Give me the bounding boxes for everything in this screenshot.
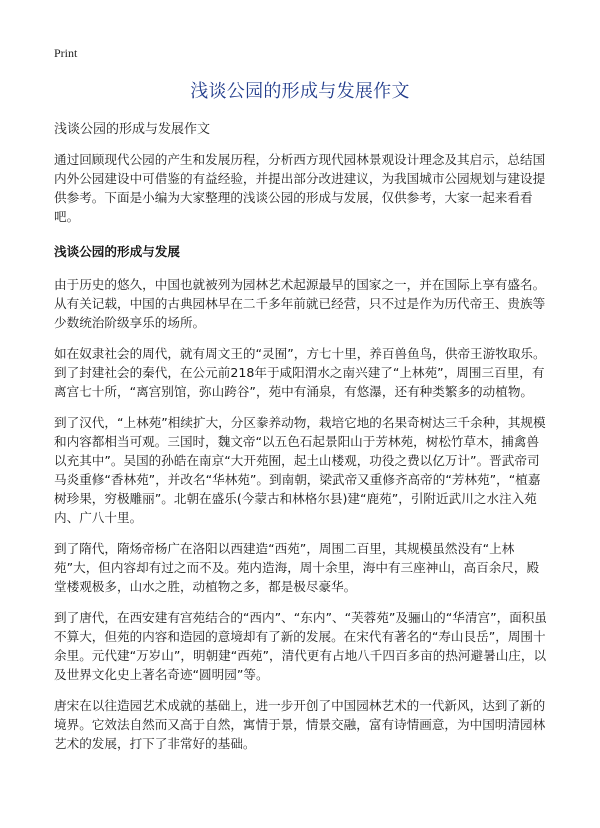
article-body bbox=[54, 150, 548, 765]
body-paragraph-1: 由于历史的悠久，中国也就被列为园林艺术起源最早的国家之一，并在国际上享有盛名。从有关记载，中国的古典园林早在二千多年前就已经营，只不过是作为历代帝王、贵族等少数统治阶级享乐的场所。 bbox=[54, 277, 546, 330]
section-heading: 浅谈公园的形成与发展 bbox=[54, 244, 180, 259]
print-link[interactable]: Print bbox=[54, 46, 78, 60]
body-paragraph-2: 如在奴隶社会的周代，就有周文王的“灵囿”，方七十里，养百兽鱼鸟，供帝王游牧取乐。到了封建社会的秦代，在公元前218年于咸阳渭水之南兴建了“上林苑”，周围三百里，有离宫七十所，“离宫别馆，弥山跨谷”，苑中有涌泉，有悠瀑，还有种类繁多的动植物。 bbox=[54, 346, 546, 399]
body-paragraph-4: 到了隋代，隋炀帝杨广在洛阳以西建造“西苑”，周围二百里，其规模虽然没有“上林苑”大，但内容却有过之而不及。苑内造海，周十余里，海中有三座神山，高百余尺，殿堂楼观极多，山水之胜，动植物之多，都是极尽豪华。 bbox=[54, 541, 540, 594]
intro-paragraph: 通过回顾现代公园的产生和发展历程，分析西方现代园林景观设计理念及其启示，总结国内外公园建设中可借鉴的有益经验，并提出部分改进建议，为我国城市公园规划与建设提供参考。下面是小编为大家整理的浅谈公园的形成与发展，仅供参考，大家一起来看看吧。 bbox=[54, 152, 546, 224]
page-title: 浅谈公园的形成与发展作文 bbox=[190, 81, 410, 102]
body-paragraph-6: 唐宋在以往造园艺术成就的基础上，进一步开创了中国园林艺术的一代新风，达到了新的境界。它效法自然而又高于自然，寓情于景，情景交融，富有诗情画意，为中国明清园林艺术的发展，打下了非常好的基础。 bbox=[54, 698, 546, 751]
article-subtitle: 浅谈公园的形成与发展作文 bbox=[54, 122, 211, 137]
body-paragraph-5: 到了唐代，在西安建有宫苑结合的“西内”、“东内”、“芙蓉苑”及骊山的“华清宫”，面积虽不算大，但苑的内容和造园的意境却有了新的发展。在宋代有著名的“寿山艮岳”，周围十余里。元代建“万岁山”，明朝建“西苑”，清代更有占地八千四百多亩的热河避暑山庄，以及世界文化史上著名奇迹“圆明园”等。 bbox=[54, 610, 547, 682]
body-paragraph-3: 到了汉代，“上林苑”相续扩大，分区豢养动物，栽培它地的名果奇树达三千余种，其规模和内容都相当可观。三国时，魏文帝“以五色石起景阳山于芳林苑，树松竹草木，捕禽兽以充其中”。吴国的孙皓在南京“大开苑囿，起土山楼观，功役之费以亿万计”。晋武帝司马炎重修“香林苑”，并改名“华林苑”。到南朝，梁武帝又重修齐高帝的“芳林苑”，“植嘉树珍果，穷极雕丽”。北朝在盛乐(今蒙古和林格尔县)建“鹿苑”，引附近武川之水注入苑内、广八十里。 bbox=[54, 415, 546, 525]
